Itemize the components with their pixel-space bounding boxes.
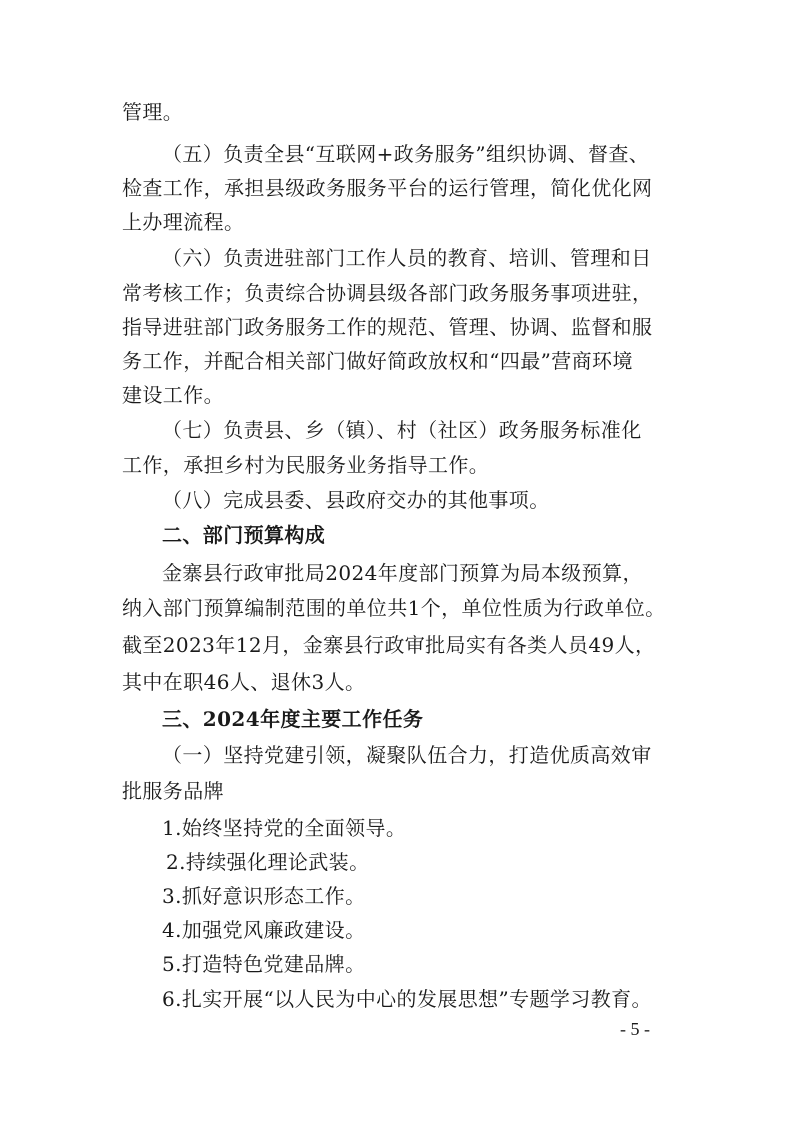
list-item: 3.抓好意识形态工作。 bbox=[162, 884, 366, 908]
section-heading: 二、部门预算构成 bbox=[162, 523, 326, 547]
text-line: 建设工作。 bbox=[122, 383, 224, 407]
text-line: （一）坚持党建引领，凝聚队伍合力，打造优质高效审 bbox=[162, 743, 652, 767]
text-line: 管理。 bbox=[122, 100, 184, 124]
text-line: （八）完成县委、县政府交办的其他事项。 bbox=[162, 488, 550, 512]
list-item: 4.加强党风廉政建设。 bbox=[162, 918, 366, 942]
text-line: （六）负责进驻部门工作人员的教育、培训、管理和日 bbox=[162, 246, 652, 270]
text-line: 指导进驻部门政务服务工作的规范、管理、协调、监督和服 bbox=[122, 315, 653, 339]
page-number: - 5 - bbox=[620, 1019, 650, 1039]
text-line: 批服务品牌 bbox=[122, 779, 224, 803]
list-item: 2.持续强化理论武装。 bbox=[166, 850, 370, 874]
text-line: 其中在职46人、退休3人。 bbox=[122, 670, 366, 694]
text-line: 上办理流程。 bbox=[122, 210, 245, 234]
text-line: 纳入部门预算编制范围的单位共1个，单位性质为行政单位。 bbox=[122, 596, 666, 620]
list-item: 6.扎实开展“以人民为中心的发展思想”专题学习教育。 bbox=[162, 987, 652, 1011]
list-item: 5.打造特色党建品牌。 bbox=[162, 952, 366, 976]
text-line: 金寨县行政审批局2024年度部门预算为局本级预算， bbox=[162, 561, 643, 585]
text-line: 务工作，并配合相关部门做好简政放权和“四最”营商环境 bbox=[122, 349, 633, 373]
text-line: （七）负责县、乡（镇）、村（社区）政务服务标准化 bbox=[162, 418, 642, 442]
text-line: 常考核工作；负责综合协调县级各部门政务服务事项进驻， bbox=[122, 281, 653, 305]
text-line: 检查工作，承担县级政务服务平台的运行管理，简化优化网 bbox=[122, 176, 653, 200]
text-line: 工作，承担乡村为民服务业务指导工作。 bbox=[122, 453, 490, 477]
list-item: 1.始终坚持党的全面领导。 bbox=[162, 816, 407, 840]
section-heading: 三、2024年度主要工作任务 bbox=[162, 707, 424, 731]
text-line: 截至2023年12月，金寨县行政审批局实有各类人员49人， bbox=[122, 633, 656, 657]
text-line: （五）负责全县“互联网+政务服务”组织协调、督查、 bbox=[162, 142, 650, 166]
